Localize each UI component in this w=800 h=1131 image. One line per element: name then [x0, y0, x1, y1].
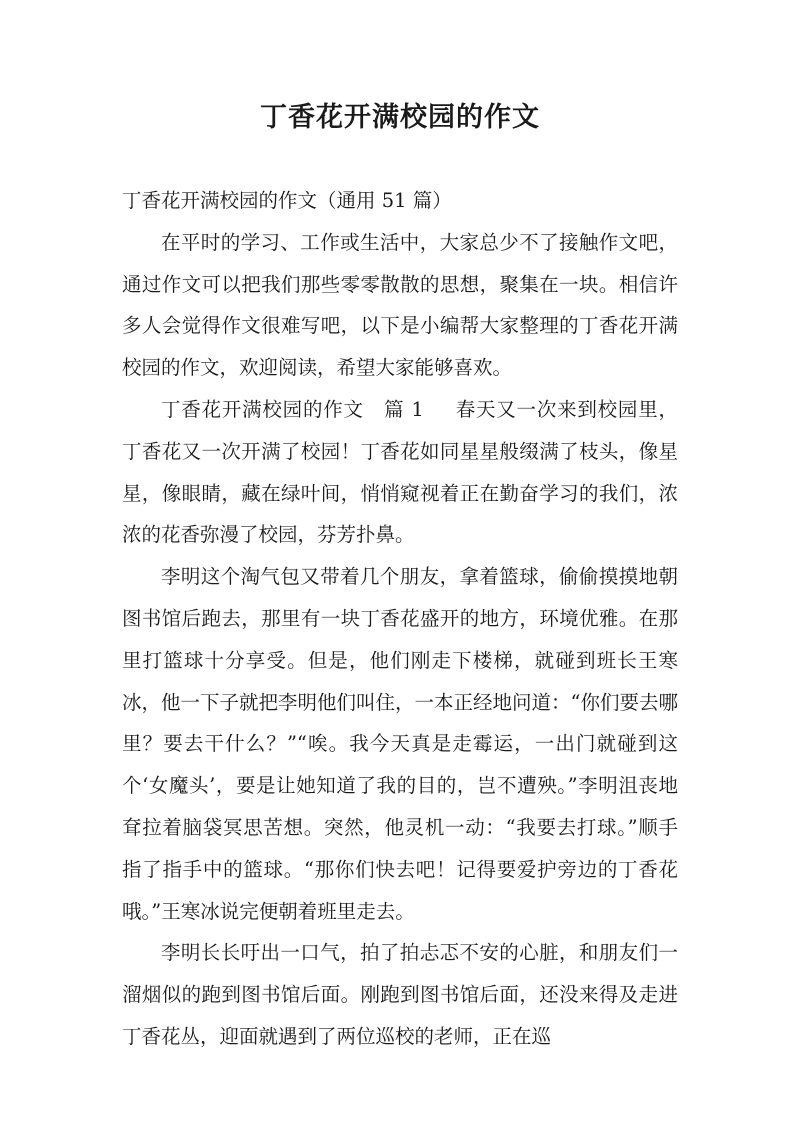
section-1-paragraph — [122, 389, 678, 556]
body-paragraph: 李明这个淘气包又带着几个朋友，拿着篮球，偷偷摸摸地朝图书馆后跑去，那里有一块丁香花盛开的地方，环境优雅。在那里打篮球十分享受。但是，他们刚走下楼梯，就碰到班长王寒冰，他一下子就把李明他们叫住，一本正经地问道：“你们要去哪里？要去干什么？”“唉。我今天真是走霉运，一出门就碰到这个‘女魔头’，要是让她知道了我的目的，岂不遭殃。”李明沮丧地耷拉着脑袋冥思苦想。突然，他灵机一动：“我要去打球。”顺手指了指手中的篮球。“那你们快去吧！记得要爱护旁边的丁香花哦。”王寒冰说完便朝着班里走去。 — [122, 565, 678, 923]
section-first-text: 春天又一次来到校园里，丁香花又一次开满了校园！丁香花如同星星般缀满了枝头，像星星，像眼睛，藏在绿叶间，悄悄窥视着正在勤奋学习的我们，浓浓的花香弥漫了校园，芬芳扑鼻。 — [122, 397, 678, 547]
section-heading: 丁香花开满校园的作文 篇 1 — [161, 397, 424, 421]
intro-paragraph: 在平时的学习、工作或生活中，大家总少不了接触作文吧，通过作文可以把我们那些零零散散的思想，聚集在一块。相信许多人会觉得作文很难写吧，以下是小编帮大家整理的丁香花开满校园的作文，欢迎阅读，希望大家能够喜欢。 — [122, 230, 678, 380]
body-paragraph: 李明长长吁出一口气，拍了拍忐忑不安的心脏，和朋友们一溜烟似的跑到图书馆后面。刚跑到图书馆后面，还没来得及走进丁香花丛，迎面就遇到了两位巡校的老师，正在巡 — [122, 941, 678, 1048]
document-body — [122, 180, 678, 1058]
document-title: 丁香花开满校园的作文 — [260, 102, 540, 133]
document-subtitle: 丁香花开满校园的作文（通用 51 篇） — [122, 189, 452, 212]
